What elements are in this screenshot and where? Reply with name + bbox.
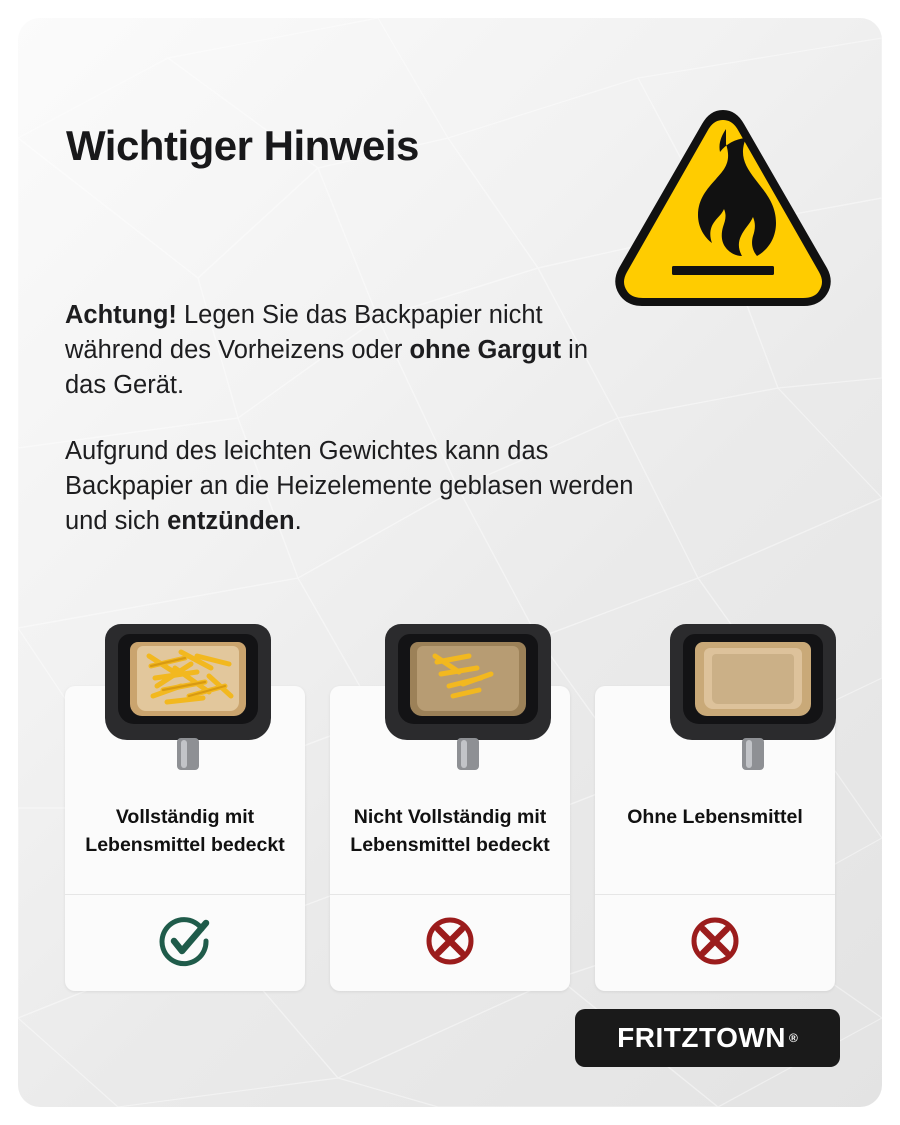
brand-logo	[575, 1009, 840, 1067]
card-divider	[595, 894, 835, 895]
poster-card	[18, 18, 882, 1107]
card-divider	[330, 894, 570, 895]
air-fryer-basket-empty-icon	[658, 612, 848, 787]
comparison-card-label: Vollständig mit Lebensmittel bedeckt	[85, 806, 285, 856]
flame-warning-triangle-icon	[608, 96, 838, 316]
air-fryer-basket-few-fries-icon	[373, 612, 563, 787]
cross-circle-icon	[330, 915, 570, 967]
paragraph-2-text-c: .	[294, 506, 302, 535]
comparison-card-label: Nicht Vollständig mit Lebensmittel bedeckt	[350, 806, 550, 856]
brand-name: FRITZTOWN	[617, 1022, 786, 1053]
check-circle-icon	[65, 915, 305, 967]
paragraph-2-bold-b: entzünden	[167, 506, 295, 535]
air-fryer-basket-full-fries-icon	[93, 612, 283, 787]
comparison-card-label: Ohne Lebensmittel	[627, 806, 803, 828]
paragraph-1-bold-b: ohne Gargut	[409, 336, 562, 365]
paragraph-spacer	[65, 404, 635, 434]
cross-circle-icon	[595, 915, 835, 967]
page-title: Wichtiger Hinweis	[66, 122, 419, 169]
warning-body-text	[65, 298, 635, 539]
paragraph-1-text-c: in das Gerät.	[65, 336, 589, 400]
card-divider	[65, 894, 305, 895]
paragraph-1	[65, 298, 635, 404]
paragraph-1-lead: Achtung!	[65, 301, 177, 329]
brand-registered-mark: ®	[789, 1031, 798, 1045]
paragraph-1-text-a: Legen Sie das Backpapier nicht während des Vorheizens oder	[65, 301, 543, 365]
paragraph-2-text-a: Aufgrund des leichten Gewichtes kann das Backpapier an die Heizelemente geblasen werden und sich	[65, 436, 634, 535]
paragraph-2	[65, 434, 635, 540]
